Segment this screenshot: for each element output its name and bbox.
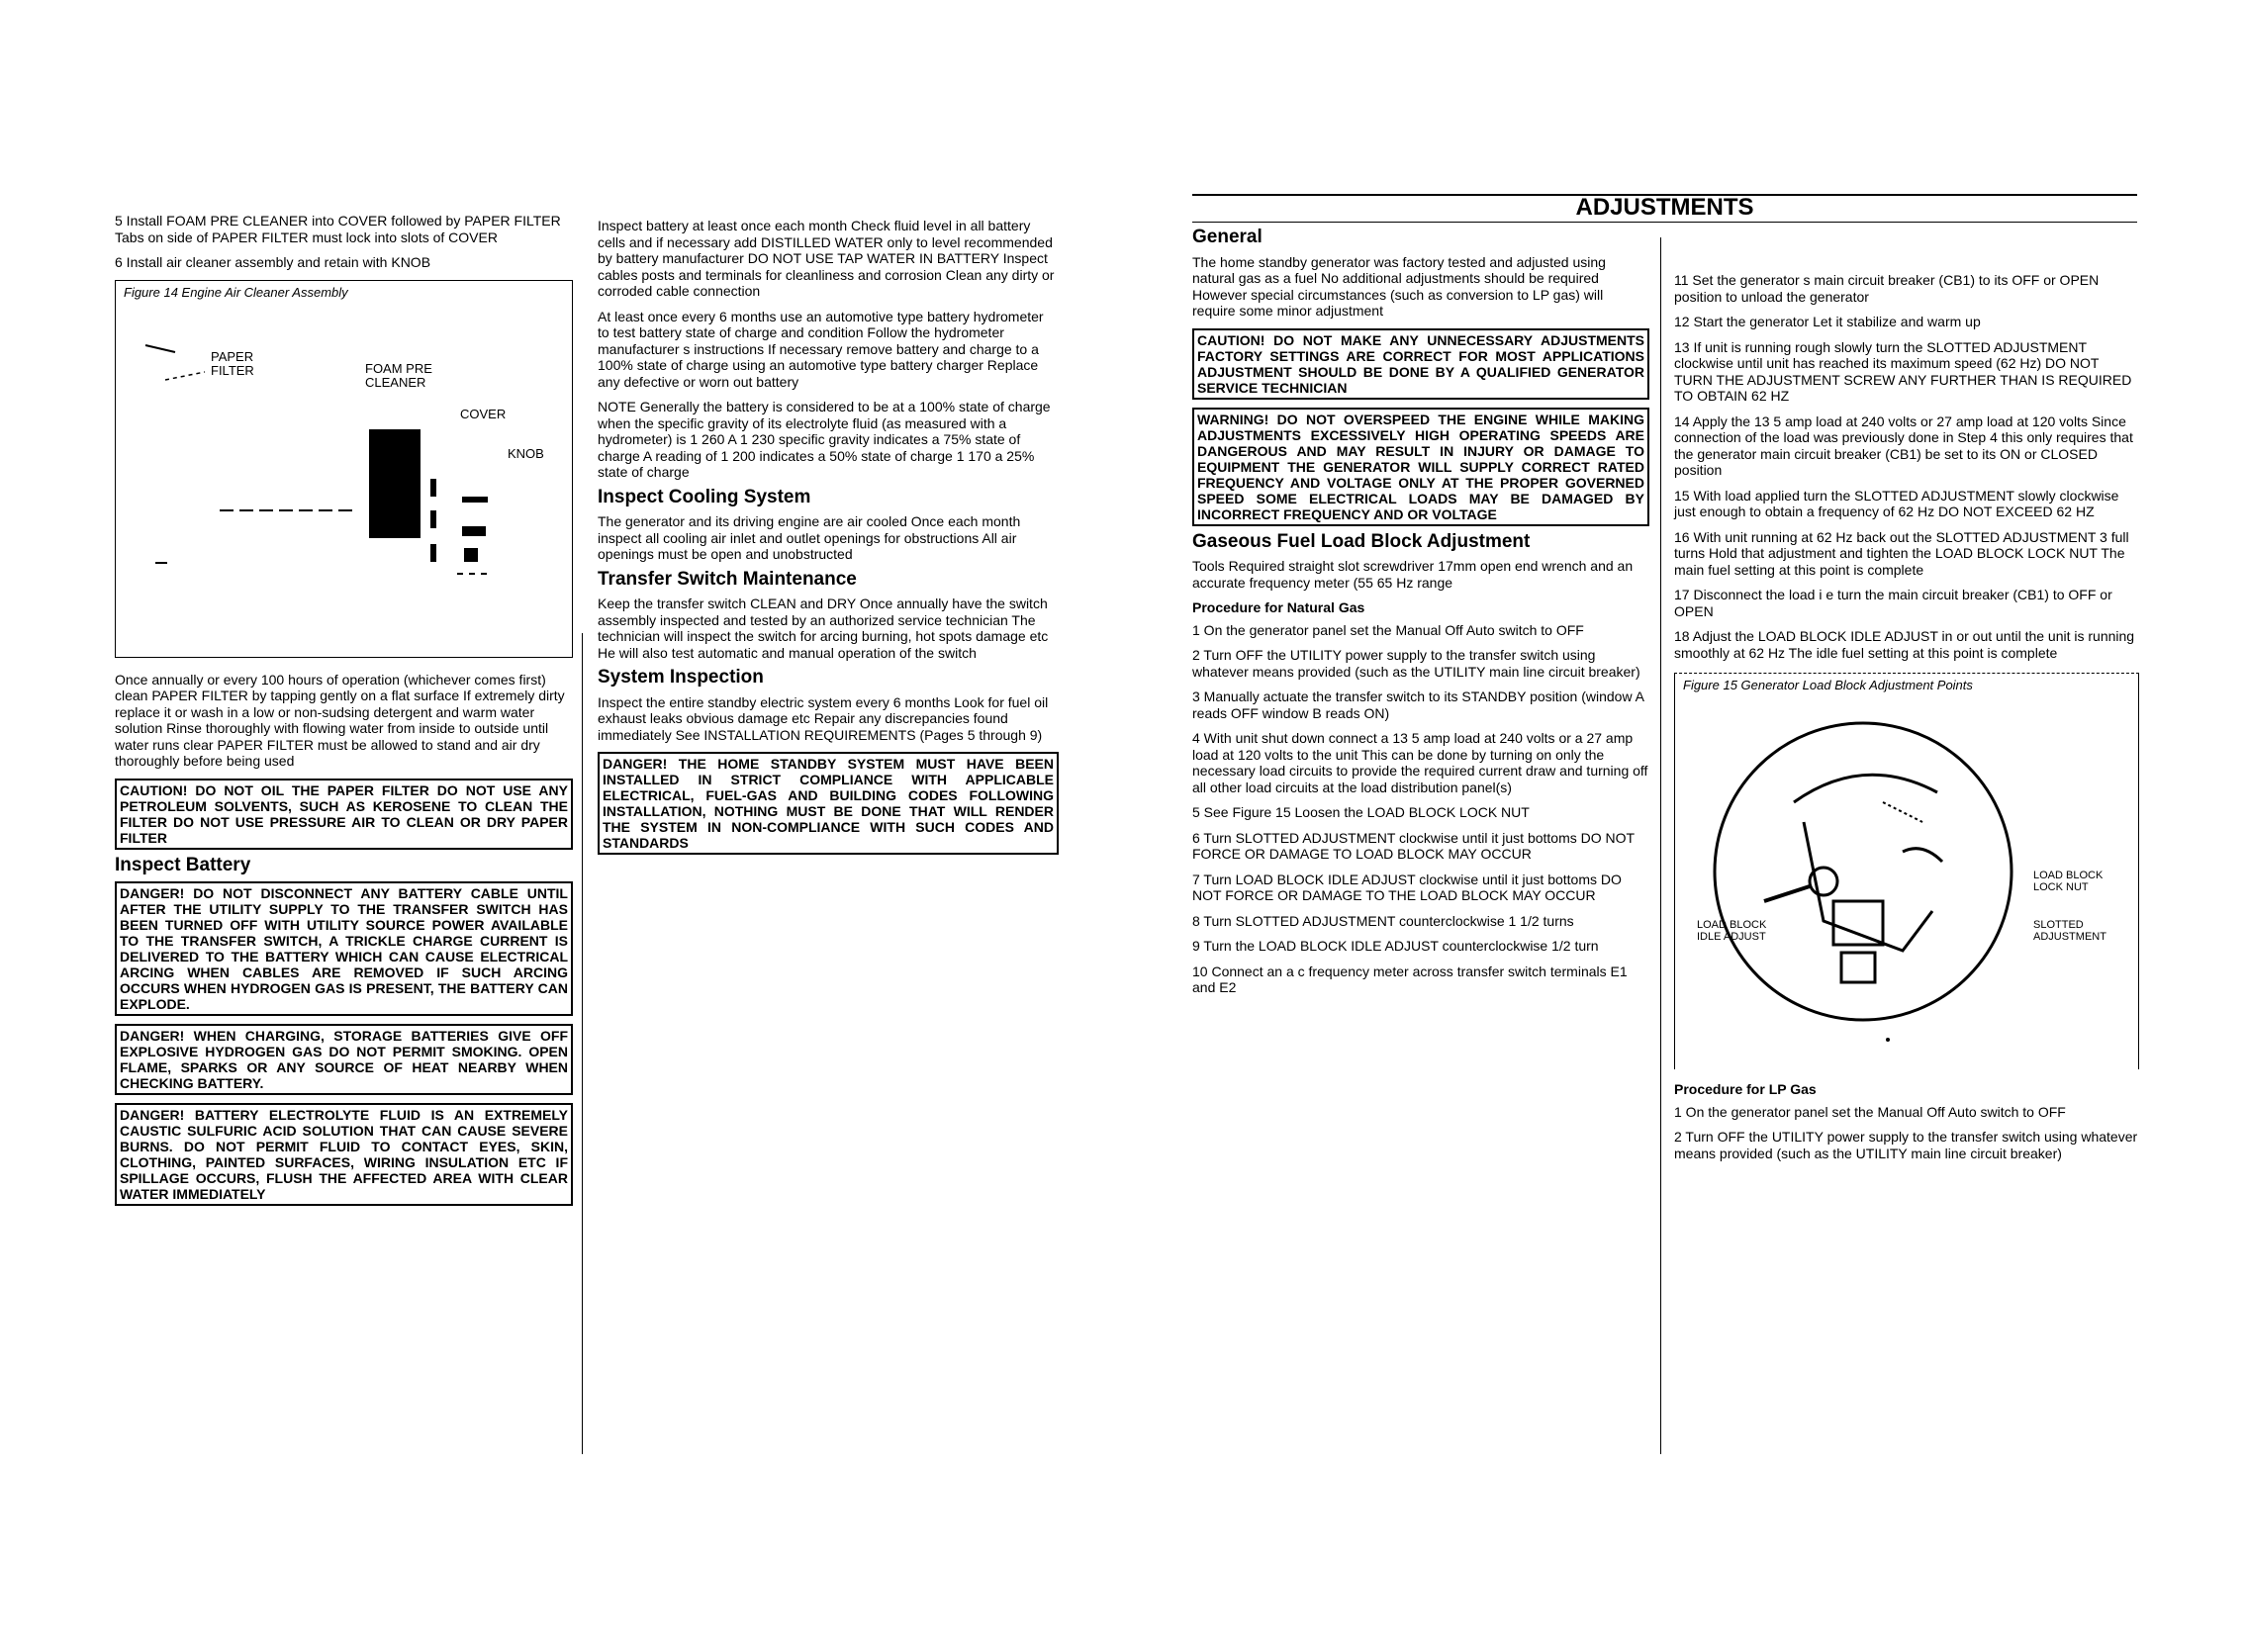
label-paper-filter: PAPER FILTER — [211, 348, 254, 378]
label-load-block-idle-adjust: LOAD BLOCK IDLE ADJUST — [1697, 919, 1767, 943]
adjustments-title-underline — [1192, 222, 2137, 223]
label-knob: KNOB — [508, 445, 544, 461]
ng-step-10: 10 Connect an a c frequency meter across transfer switch terminals E1 and E2 — [1192, 963, 1628, 995]
transfer-switch-text: Keep the transfer switch CLEAN and DRY Once annually have the switch assembly inspected and tested by an authorized service technician The technician will inspect the switch for arcing burning, hot spots damage etc He will also test automatic and manual operation of the switch — [598, 596, 1049, 661]
ng-step-14: 14 Apply the 13 5 amp load at 240 volts or 27 amp load at 120 volts Since connection of the load was previously done in Step 4 this only requires that the generator main circuit breaker (CB1) be set to its ON or CLOSED position — [1674, 413, 2133, 478]
ng-step-11: 11 Set the generator s main circuit breaker (CB1) to its OFF or OPEN position to unload the generator — [1674, 272, 2100, 305]
subhead-natural-gas: Procedure for Natural Gas — [1192, 599, 1365, 615]
ng-step-7: 7 Turn LOAD BLOCK IDLE ADJUST clockwise until it just bottoms DO NOT FORCE OR DAMAGE TO THE LOAD BLOCK MAY OCCUR — [1192, 871, 1622, 903]
ng-step-18: 18 Adjust the LOAD BLOCK IDLE ADJUST in or out until the unit is running smoothly at 62 Hz The idle fuel setting at this point is complete — [1674, 628, 2135, 661]
right-column-1 — [1192, 226, 1649, 1005]
label-cover: COVER — [460, 406, 507, 421]
warning-overspeed: WARNING! DO NOT OVERSPEED THE ENGINE WHILE MAKING ADJUSTMENTS EXCESSIVELY HIGH OPERATING SPEEDS ARE DANGEROUS AND MAY RESULT IN INJURY OR DAMAGE TO EQUIPMENT THE GENERATOR WILL SUPPLY CORRECT RATED FREQUENCY AND VOLTAGE ONLY AT THE PROPER GOVERNED SPEED SOME ELECTRICAL LOADS MAY BE DAMAGED BY INCORRECT FREQUENCY AND OR VOLTAGE — [1192, 408, 1649, 526]
adjustments-title: ADJUSTMENTS — [1575, 194, 1754, 221]
lp-step-1: 1 On the generator panel set the Manual Off Auto switch to OFF — [1674, 1103, 2066, 1120]
right-page-column-divider — [1660, 237, 1661, 1454]
lp-step-2: 2 Turn OFF the UTILITY power supply to the transfer switch using whatever means provided (such as the UTILITY main line circuit breaker) — [1674, 1129, 2138, 1161]
left-column-2 — [598, 218, 1059, 863]
subhead-lp-gas: Procedure for LP Gas — [1674, 1081, 1817, 1097]
ng-step-5: 5 See Figure 15 Loosen the LOAD BLOCK LOCK NUT — [1192, 804, 1530, 820]
ng-step-8: 8 Turn SLOTTED ADJUSTMENT counterclockwise 1 1/2 turns — [1192, 912, 1574, 929]
figure-14-caption: Figure 14 Engine Air Cleaner Assembly — [124, 284, 348, 300]
label-slotted-adjustment: SLOTTED ADJUSTMENT — [2033, 919, 2106, 943]
right-column-2 — [1674, 272, 2139, 1170]
step-6-text: 6 Install air cleaner assembly and retain with KNOB — [115, 254, 431, 270]
general-text: The home standby generator was factory tested and adjusted using natural gas as a fuel No additional adjustments should be required However special circumstances (such as conversion to LP gas) will require some minor adjustment — [1192, 253, 1606, 319]
heading-general: General — [1192, 227, 1263, 247]
ng-step-1: 1 On the generator panel set the Manual Off Auto switch to OFF — [1192, 621, 1584, 638]
danger-electrolyte: DANGER! BATTERY ELECTROLYTE FLUID IS AN EXTREMELY CAUSTIC SULFURIC ACID SOLUTION THAT CAN CAUSE SEVERE BURNS. DO NOT PERMIT FLUID TO CONTACT EYES, SKIN, CLOTHING, PAINTED SURFACES, WIRING INSULATION ETC IF SPILLAGE OCCURS, FLUSH THE AFFECTED AREA WITH CLEAR WATER IMMEDIATELY — [115, 1103, 573, 1206]
six-month-test-text: At least once every 6 months use an automotive type battery hydrometer to test battery state of charge and condition Follow the hydrometer manufacturer s instructions If necessary remove battery and charge to a 100% state of charge using an automotive type battery charger Replace any defective or worn out battery — [598, 308, 1044, 390]
caution-paper-filter: CAUTION! DO NOT OIL THE PAPER FILTER DO NOT USE ANY PETROLEUM SOLVENTS, SUCH AS KEROSENE TO CLEAN THE FILTER DO NOT USE PRESSURE AIR TO CLEAN OR DRY PAPER FILTER — [115, 779, 573, 850]
heading-inspect-battery: Inspect Battery — [115, 854, 251, 875]
heading-cooling-system: Inspect Cooling System — [598, 486, 811, 507]
ng-step-3: 3 Manually actuate the transfer switch to its STANDBY position (window A reads OFF window B reads ON) — [1192, 688, 1644, 721]
danger-code-compliance: DANGER! THE HOME STANDBY SYSTEM MUST HAVE BEEN INSTALLED IN STRICT COMPLIANCE WITH APPLICABLE ELECTRICAL, FUEL-GAS AND BUILDING CODES FOLLOWING INSTALLATION, NOTHING MUST BE DONE THAT WILL RENDER THE SYSTEM IN NON-COMPLIANCE WITH SUCH CODES AND STANDARDS — [598, 752, 1059, 855]
ng-step-2: 2 Turn OFF the UTILITY power supply to the transfer switch using whatever means provided (such as the UTILITY main line circuit breaker) — [1192, 647, 1640, 680]
figure-15-caption: Figure 15 Generator Load Block Adjustment Points — [1683, 678, 1973, 692]
danger-hydrogen-gas: DANGER! WHEN CHARGING, STORAGE BATTERIES GIVE OFF EXPLOSIVE HYDROGEN GAS DO NOT PERMIT SMOKING. OPEN FLAME, SPARKS OR ANY SOURCE OF HEAT NEARBY WHEN CHECKING BATTERY. — [115, 1024, 573, 1095]
ng-step-9: 9 Turn the LOAD BLOCK IDLE ADJUST counterclockwise 1/2 turn — [1192, 938, 1599, 954]
specific-gravity-note: NOTE Generally the battery is considered to be at a 100% state of charge when the specific gravity of its electrolyte fluid (as measured with a hydrometer) is 1 260 A 1 230 specific gravity indicates a 75% state of charge A reading of 1 200 indicates a 50% state of charge 1 170 a 25% state of charge — [598, 399, 1051, 480]
ng-step-16: 16 With unit running at 62 Hz back out the SLOTTED ADJUSTMENT 3 full turns Hold that adjustment and tighten the LOAD BLOCK LOCK NUT The main fuel setting at this point is complete — [1674, 528, 2129, 578]
tools-required-text: Tools Required straight slot screwdriver 17mm open end wrench and an accurate frequency meter (55 65 Hz range — [1192, 558, 1634, 591]
danger-battery-cable: DANGER! DO NOT DISCONNECT ANY BATTERY CABLE UNTIL AFTER THE UTILITY SUPPLY TO THE TRANSFER SWITCH HAS BEEN TURNED OFF WITH UTILITY SOURCE POWER AVAILABLE TO THE TRANSFER SWITCH, A TRICKLE CHARGE CURRENT IS DELIVERED TO THE BATTERY WHICH CAN CAUSE ELECTRICAL ARCING WHEN CABLES ARE REMOVED IF SUCH ARCING OCCURS WHEN HYDROGEN GAS IS PRESENT, THE BATTERY CAN EXPLODE. — [115, 881, 573, 1016]
annual-cleaning-text: Once annually or every 100 hours of operation (whichever comes first) clean PAPER FILTER by tapping gently on a flat surface If extremely dirty replace it or wash in a low or non-sudsing detergent and warm water solution Rinse thoroughly with flowing water from inside to outside until water runs clear PAPER FILTER must be allowed to stand and air dry thoroughly before being used — [115, 671, 565, 769]
ng-step-6: 6 Turn SLOTTED ADJUSTMENT clockwise until it just bottoms DO NOT FORCE OR DAMAGE TO LOAD BLOCK MAY OCCUR — [1192, 829, 1635, 862]
ng-step-17: 17 Disconnect the load i e turn the main circuit breaker (CB1) to OFF or OPEN — [1674, 587, 2112, 619]
heading-gaseous-fuel: Gaseous Fuel Load Block Adjustment — [1192, 530, 1531, 552]
caution-adjustments: CAUTION! DO NOT MAKE ANY UNNECESSARY ADJUSTMENTS FACTORY SETTINGS ARE CORRECT FOR MOST APPLICATIONS ADJUSTMENT SHOULD BE DONE BY A QUALIFIED GENERATOR SERVICE TECHNICIAN — [1192, 328, 1649, 400]
monthly-inspection-text: Inspect battery at least once each month Check fluid level in all battery cells and if necessary add DISTILLED WATER only to level recommended by battery manufacturer DO NOT USE TAP WATER IN BATTERY Inspect cables posts and terminals for cleanliness and corrosion Clean any dirty or corroded cable connection — [598, 218, 1055, 299]
air-cleaner-diagram — [116, 281, 572, 655]
figure-15 — [1674, 673, 2139, 1069]
ng-step-15: 15 With load applied turn the SLOTTED ADJUSTMENT slowly clockwise just enough to obtain a frequency of 62 Hz DO NOT EXCEED 62 HZ — [1674, 487, 2119, 519]
label-foam-pre-cleaner: FOAM PRE CLEANER — [365, 360, 432, 390]
left-page-column-divider — [582, 633, 583, 1454]
step-5-text: 5 Install FOAM PRE CLEANER into COVER followed by PAPER FILTER Tabs on side of PAPER FILTER must lock into slots of COVER — [115, 213, 561, 245]
ng-step-12: 12 Start the generator Let it stabilize and warm up — [1674, 314, 1981, 329]
heading-transfer-switch: Transfer Switch Maintenance — [598, 568, 857, 590]
ng-step-13: 13 If unit is running rough slowly turn the SLOTTED ADJUSTMENT clockwise until unit has reached its maximum speed (62 Hz) DO NOT TURN THE ADJUSTMENT SCREW ANY FURTHER THAN IS REQUIRED TO OBTAIN 62 HZ — [1674, 338, 2132, 404]
ng-step-4: 4 With unit shut down connect a 13 5 amp load at 240 volts or a 27 amp load at 120 volts to the unit This can be done by turning on only the necessary load circuits to provide the required current draw and turning off all other load circuits at the load distribution panel(s) — [1192, 730, 1648, 795]
left-column-1 — [115, 213, 573, 1214]
system-inspection-text: Inspect the entire standby electric system every 6 months Look for fuel oil exhaust leaks obvious damage etc Repair any discrepancies found immediately See INSTALLATION REQUIREMENTS (Pages 5 through 9) — [598, 693, 1049, 743]
figure-14 — [115, 280, 573, 658]
heading-system-inspection: System Inspection — [598, 667, 764, 688]
cooling-system-text: The generator and its driving engine are air cooled Once each month inspect all cooling air inlet and outlet openings for obstructions All air openings must be open and unobstructed — [598, 513, 1021, 562]
label-load-block-lock-nut: LOAD BLOCK LOCK NUT — [2033, 870, 2104, 893]
